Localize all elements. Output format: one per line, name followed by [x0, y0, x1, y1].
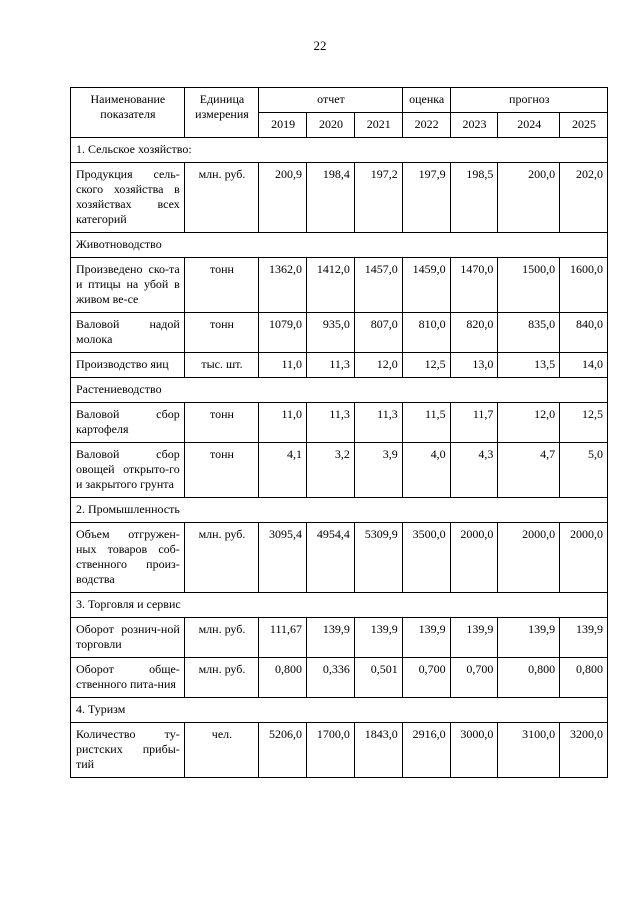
value-cell: 840,0 [560, 313, 608, 353]
unit-cell: тонн [184, 443, 258, 498]
section-row [71, 593, 608, 618]
indicator-name: Производство яиц [71, 353, 185, 378]
indicator-name: Оборот обще-ственного пита-ния [71, 658, 185, 698]
value-cell: 12,5 [560, 403, 608, 443]
unit-cell: тонн [184, 258, 258, 313]
table-body [71, 138, 608, 778]
value-cell: 0,800 [560, 658, 608, 698]
unit-cell: тыс. шт. [184, 353, 258, 378]
value-cell: 3000,0 [450, 723, 498, 778]
value-cell: 139,9 [560, 618, 608, 658]
value-cell: 1470,0 [450, 258, 498, 313]
value-cell: 200,0 [498, 163, 560, 233]
value-cell: 139,9 [498, 618, 560, 658]
value-cell: 3500,0 [402, 523, 450, 593]
section-row [71, 498, 608, 523]
section-title: Животноводство [71, 233, 608, 258]
value-cell: 198,4 [307, 163, 355, 233]
value-cell: 810,0 [402, 313, 450, 353]
value-cell: 13,0 [450, 353, 498, 378]
value-cell: 3200,0 [560, 723, 608, 778]
section-row [71, 698, 608, 723]
value-cell: 1500,0 [498, 258, 560, 313]
value-cell: 0,501 [354, 658, 402, 698]
header-year: 2023 [450, 113, 498, 138]
indicator-name: Валовой сбор картофеля [71, 403, 185, 443]
value-cell: 2000,0 [450, 523, 498, 593]
table-row [71, 523, 608, 593]
table-row [71, 403, 608, 443]
table-row [71, 353, 608, 378]
table-row [71, 658, 608, 698]
table-row [71, 443, 608, 498]
value-cell: 197,9 [402, 163, 450, 233]
section-title: 1. Сельское хозяйство: [71, 138, 608, 163]
unit-cell: млн. руб. [184, 618, 258, 658]
value-cell: 820,0 [450, 313, 498, 353]
header-year: 2024 [498, 113, 560, 138]
header-year: 2025 [560, 113, 608, 138]
value-cell: 11,3 [307, 353, 355, 378]
indicator-name: Произведено ско-та и птицы на убой в живом ве-се [71, 258, 185, 313]
value-cell: 5,0 [560, 443, 608, 498]
indicator-name: Продукция сель-ского хозяйства в хозяйствах всех категорий [71, 163, 185, 233]
unit-cell: млн. руб. [184, 523, 258, 593]
section-title: 4. Туризм [71, 698, 608, 723]
value-cell: 3,9 [354, 443, 402, 498]
value-cell: 4,7 [498, 443, 560, 498]
value-cell: 12,0 [354, 353, 402, 378]
indicator-name: Оборот рознич-ной торговли [71, 618, 185, 658]
value-cell: 2000,0 [498, 523, 560, 593]
header-forecast: прогноз [450, 88, 607, 113]
value-cell: 807,0 [354, 313, 402, 353]
unit-cell: тонн [184, 403, 258, 443]
value-cell: 202,0 [560, 163, 608, 233]
value-cell: 197,2 [354, 163, 402, 233]
value-cell: 3095,4 [259, 523, 307, 593]
value-cell: 2916,0 [402, 723, 450, 778]
value-cell: 1843,0 [354, 723, 402, 778]
section-row [71, 378, 608, 403]
value-cell: 3,2 [307, 443, 355, 498]
value-cell: 0,336 [307, 658, 355, 698]
value-cell: 139,9 [354, 618, 402, 658]
table-row [71, 618, 608, 658]
header-year: 2022 [402, 113, 450, 138]
unit-cell: тонн [184, 313, 258, 353]
value-cell: 11,3 [354, 403, 402, 443]
header-estimate: оценка [402, 88, 450, 113]
value-cell: 2000,0 [560, 523, 608, 593]
value-cell: 14,0 [560, 353, 608, 378]
section-title: Растениеводство [71, 378, 608, 403]
table-row [71, 313, 608, 353]
value-cell: 0,700 [450, 658, 498, 698]
header-year: 2020 [307, 113, 355, 138]
value-cell: 11,3 [307, 403, 355, 443]
page-number: 22 [313, 38, 327, 53]
header-indicator-name: Наименование показателя [71, 88, 185, 138]
value-cell: 1412,0 [307, 258, 355, 313]
unit-cell: млн. руб. [184, 163, 258, 233]
unit-cell: чел. [184, 723, 258, 778]
value-cell: 4,1 [259, 443, 307, 498]
value-cell: 1700,0 [307, 723, 355, 778]
section-row [71, 138, 608, 163]
value-cell: 1600,0 [560, 258, 608, 313]
indicator-name: Валовой надой молока [71, 313, 185, 353]
value-cell: 0,800 [259, 658, 307, 698]
value-cell: 1457,0 [354, 258, 402, 313]
header-year: 2019 [259, 113, 307, 138]
value-cell: 13,5 [498, 353, 560, 378]
value-cell: 1362,0 [259, 258, 307, 313]
value-cell: 139,9 [402, 618, 450, 658]
indicators-table [70, 87, 608, 778]
value-cell: 3100,0 [498, 723, 560, 778]
header-unit: Единица измерения [184, 88, 258, 138]
section-title: 3. Торговля и сервис [71, 593, 608, 618]
value-cell: 11,5 [402, 403, 450, 443]
value-cell: 198,5 [450, 163, 498, 233]
value-cell: 12,0 [498, 403, 560, 443]
value-cell: 0,800 [498, 658, 560, 698]
value-cell: 11,0 [259, 403, 307, 443]
header-report: отчет [259, 88, 403, 113]
header-year: 2021 [354, 113, 402, 138]
value-cell: 139,9 [450, 618, 498, 658]
value-cell: 200,9 [259, 163, 307, 233]
indicator-name: Количество ту-ристских прибы-тий [71, 723, 185, 778]
table-header-row [71, 88, 608, 113]
section-title: 2. Промышленность [71, 498, 608, 523]
value-cell: 4,0 [402, 443, 450, 498]
value-cell: 835,0 [498, 313, 560, 353]
value-cell: 0,700 [402, 658, 450, 698]
value-cell: 4954,4 [307, 523, 355, 593]
value-cell: 935,0 [307, 313, 355, 353]
value-cell: 5309,9 [354, 523, 402, 593]
table-row [71, 258, 608, 313]
value-cell: 5206,0 [259, 723, 307, 778]
table-row [71, 723, 608, 778]
indicator-name: Объем отгружен-ных товаров соб-ственного произ-водства [71, 523, 185, 593]
value-cell: 1459,0 [402, 258, 450, 313]
value-cell: 4,3 [450, 443, 498, 498]
unit-cell: млн. руб. [184, 658, 258, 698]
section-row [71, 233, 608, 258]
value-cell: 11,7 [450, 403, 498, 443]
value-cell: 12,5 [402, 353, 450, 378]
table-row [71, 163, 608, 233]
value-cell: 11,0 [259, 353, 307, 378]
value-cell: 1079,0 [259, 313, 307, 353]
indicator-name: Валовой сбор овощей открыто-го и закрытого грунта [71, 443, 185, 498]
value-cell: 111,67 [259, 618, 307, 658]
value-cell: 139,9 [307, 618, 355, 658]
